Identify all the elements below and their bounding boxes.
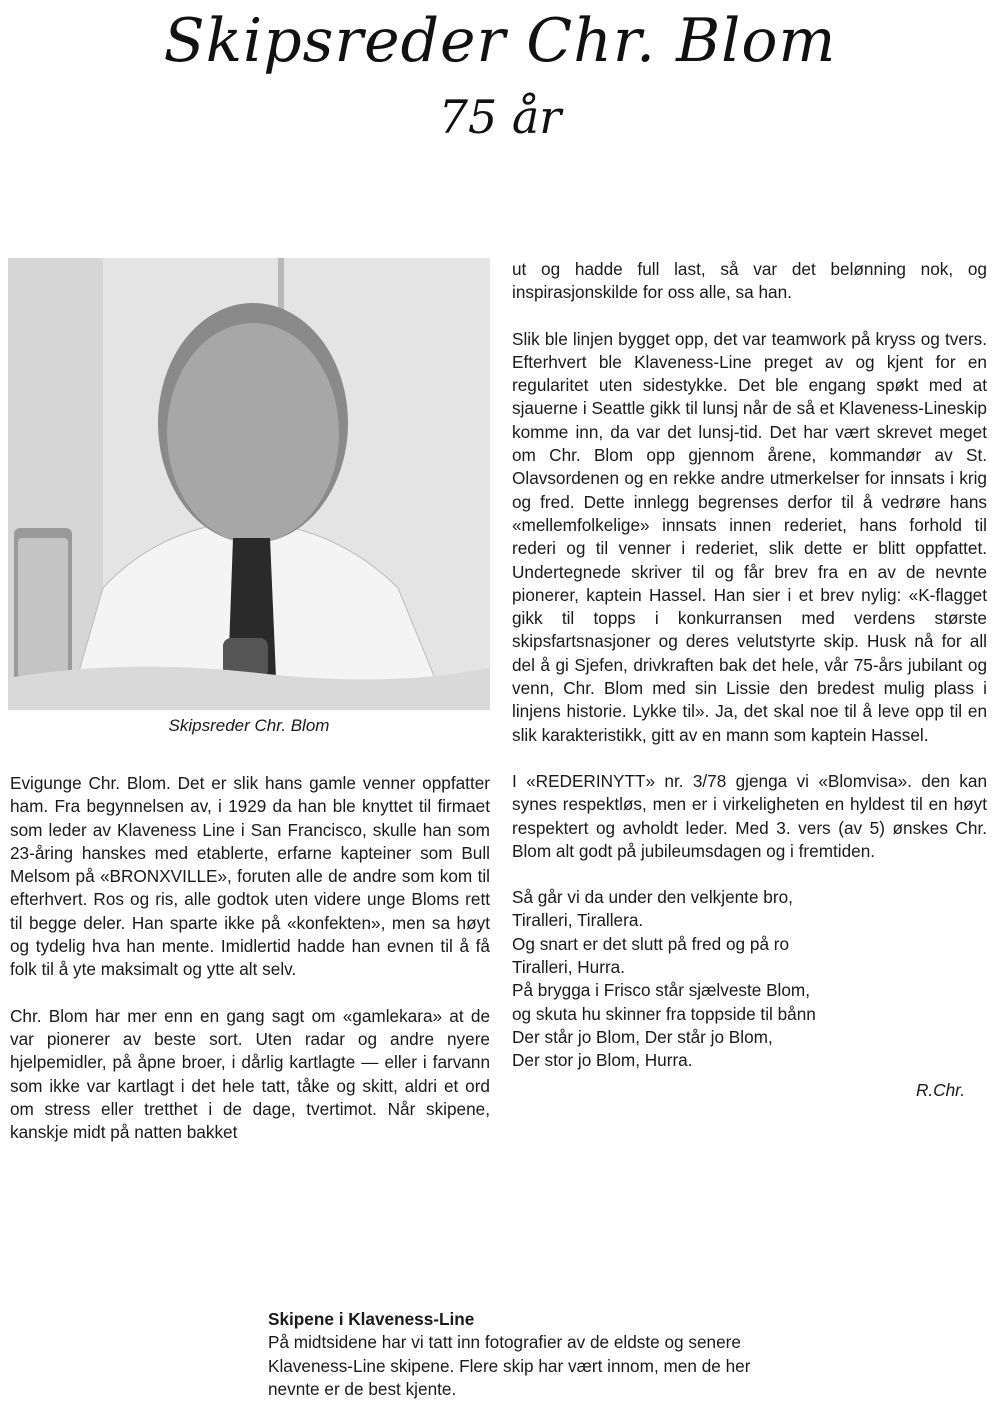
poem-line: Der stor jo Blom, Hurra.: [512, 1050, 693, 1071]
poem-line: Så går vi da under den velkjente bro,: [512, 887, 793, 908]
page-subtitle: 75 år: [438, 90, 562, 144]
paragraph: Chr. Blom har mer enn en gang sagt om «gamlekara» at de var pionerer av beste sort. Uten radar og andre nyere hjelpemidler, på åpne broer, i dårlig kartlagte — eller i farvann som ikke var kartlagt i det hele tatt, tåke og skitt, aldri et ord om stress eller tretthet i de dage, tvertimot. Når skipene, kanskje midt på natten bakket: [10, 1005, 490, 1143]
paragraph: Evigunge Chr. Blom. Det er slik hans gamle venner oppfatter ham. Fra begynnelsen av, i 1929 da han ble knyttet til firmaet som leder av Klaveness Line i San Francisco, skulle han som 23-åring hanskes med etablerte, erfarne kapteiner som Bull Melsom på «BRONXVILLE», foruten alle de andre som kom til efterhvert. Ros og ris, alle godtok uten videre unge Bloms rett til begge deler. Han sparte ikke på «konfekten», men sa høyt og tydelig hva han mente. Imidlertid hadde han evnen til å få folk til å yte maksimalt og ytte alt selv.: [10, 773, 490, 980]
poem-line: Der står jo Blom, Der står jo Blom,: [512, 1026, 773, 1047]
page-title: Skipsreder Chr. Blom: [163, 6, 837, 76]
poem-line: Og snart er det slutt på fred og på ro: [512, 933, 790, 954]
right-column: [512, 258, 987, 1102]
poem-verse: [512, 886, 987, 1072]
poem-line: og skuta hu skinner fra toppside til bånn: [512, 1003, 816, 1024]
photo-caption: Skipsreder Chr. Blom: [168, 716, 330, 735]
poem-line: Tiralleri, Hurra.: [512, 957, 626, 978]
paragraph: I «REDERINYTT» nr. 3/78 gjenga vi «Blomvisa». den kan synes respektløs, men er i virkeligheten en hyldest til en høyt respektert og avholdt leder. Med 3. vers (av 5) ønskes Chr. Blom alt godt på jubileumsdagen og i fremtiden.: [512, 770, 987, 861]
portrait-photo: [8, 258, 490, 710]
signature: R.Chr.: [915, 1079, 965, 1100]
notice-box: [268, 1308, 758, 1401]
notice-heading: Skipene i Klaveness-Line: [268, 1309, 475, 1329]
portrait-illustration: [8, 258, 490, 710]
left-column: [10, 772, 490, 1144]
poem-line: Tiralleri, Tirallera.: [512, 910, 644, 931]
paragraph: ut og hadde full last, så var det belønning nok, og inspirasjonskilde for oss alle, sa han.: [512, 259, 987, 303]
poem-line: På brygga i Frisco står sjælveste Blom,: [512, 980, 811, 1001]
paragraph: Slik ble linjen bygget opp, det var teamwork på kryss og tvers. Efterhvert ble Klaveness-Line preget av og kjent for en regularitet uten sidestykke. Det ble engang spøkt med at sjauerne i Seattle gikk til lunsj når de så et Klaveness-Lineskip komme inn, da var det lunsj-tid. Det har vært skrevet meget om Chr. Blom opp gjennom årene, kommandør av St. Olavsordenen og en rekke andre utmerkelser for innsats i krig og fred. Dette innlegg begrenses derfor til å vedrøre hans «mellemfolkelige» innsats innen rederiet, hans forhold til rederi og til venner i rederiet, slik dette er blitt oppfattet. Undertegnede skriver til og får brev fra en av de nevnte pionerer, kaptein Hassel. Han sier i et brev nylig: «K-flagget gikk til topps i konkurransen med verdens største skipsfartsnasjoner og deres velutstyrte skip. Husk nå for all del å gi Sjefen, drivkraften bak det hele, vår 75-års jubilant og venn, Chr. Blom med sin Lissie den bredest mulig plass i linjens historie. Lykke til». Ja, det skal noe til å leve opp til en slik karakteristikk, gitt av en mann som kaptein Hassel.: [512, 328, 987, 745]
notice-text: På midtsidene har vi tatt inn fotografier av de eldste og senere Klaveness-Line skipene. Flere skip har vært innom, men de her nevnte er de best kjente.: [268, 1332, 751, 1399]
